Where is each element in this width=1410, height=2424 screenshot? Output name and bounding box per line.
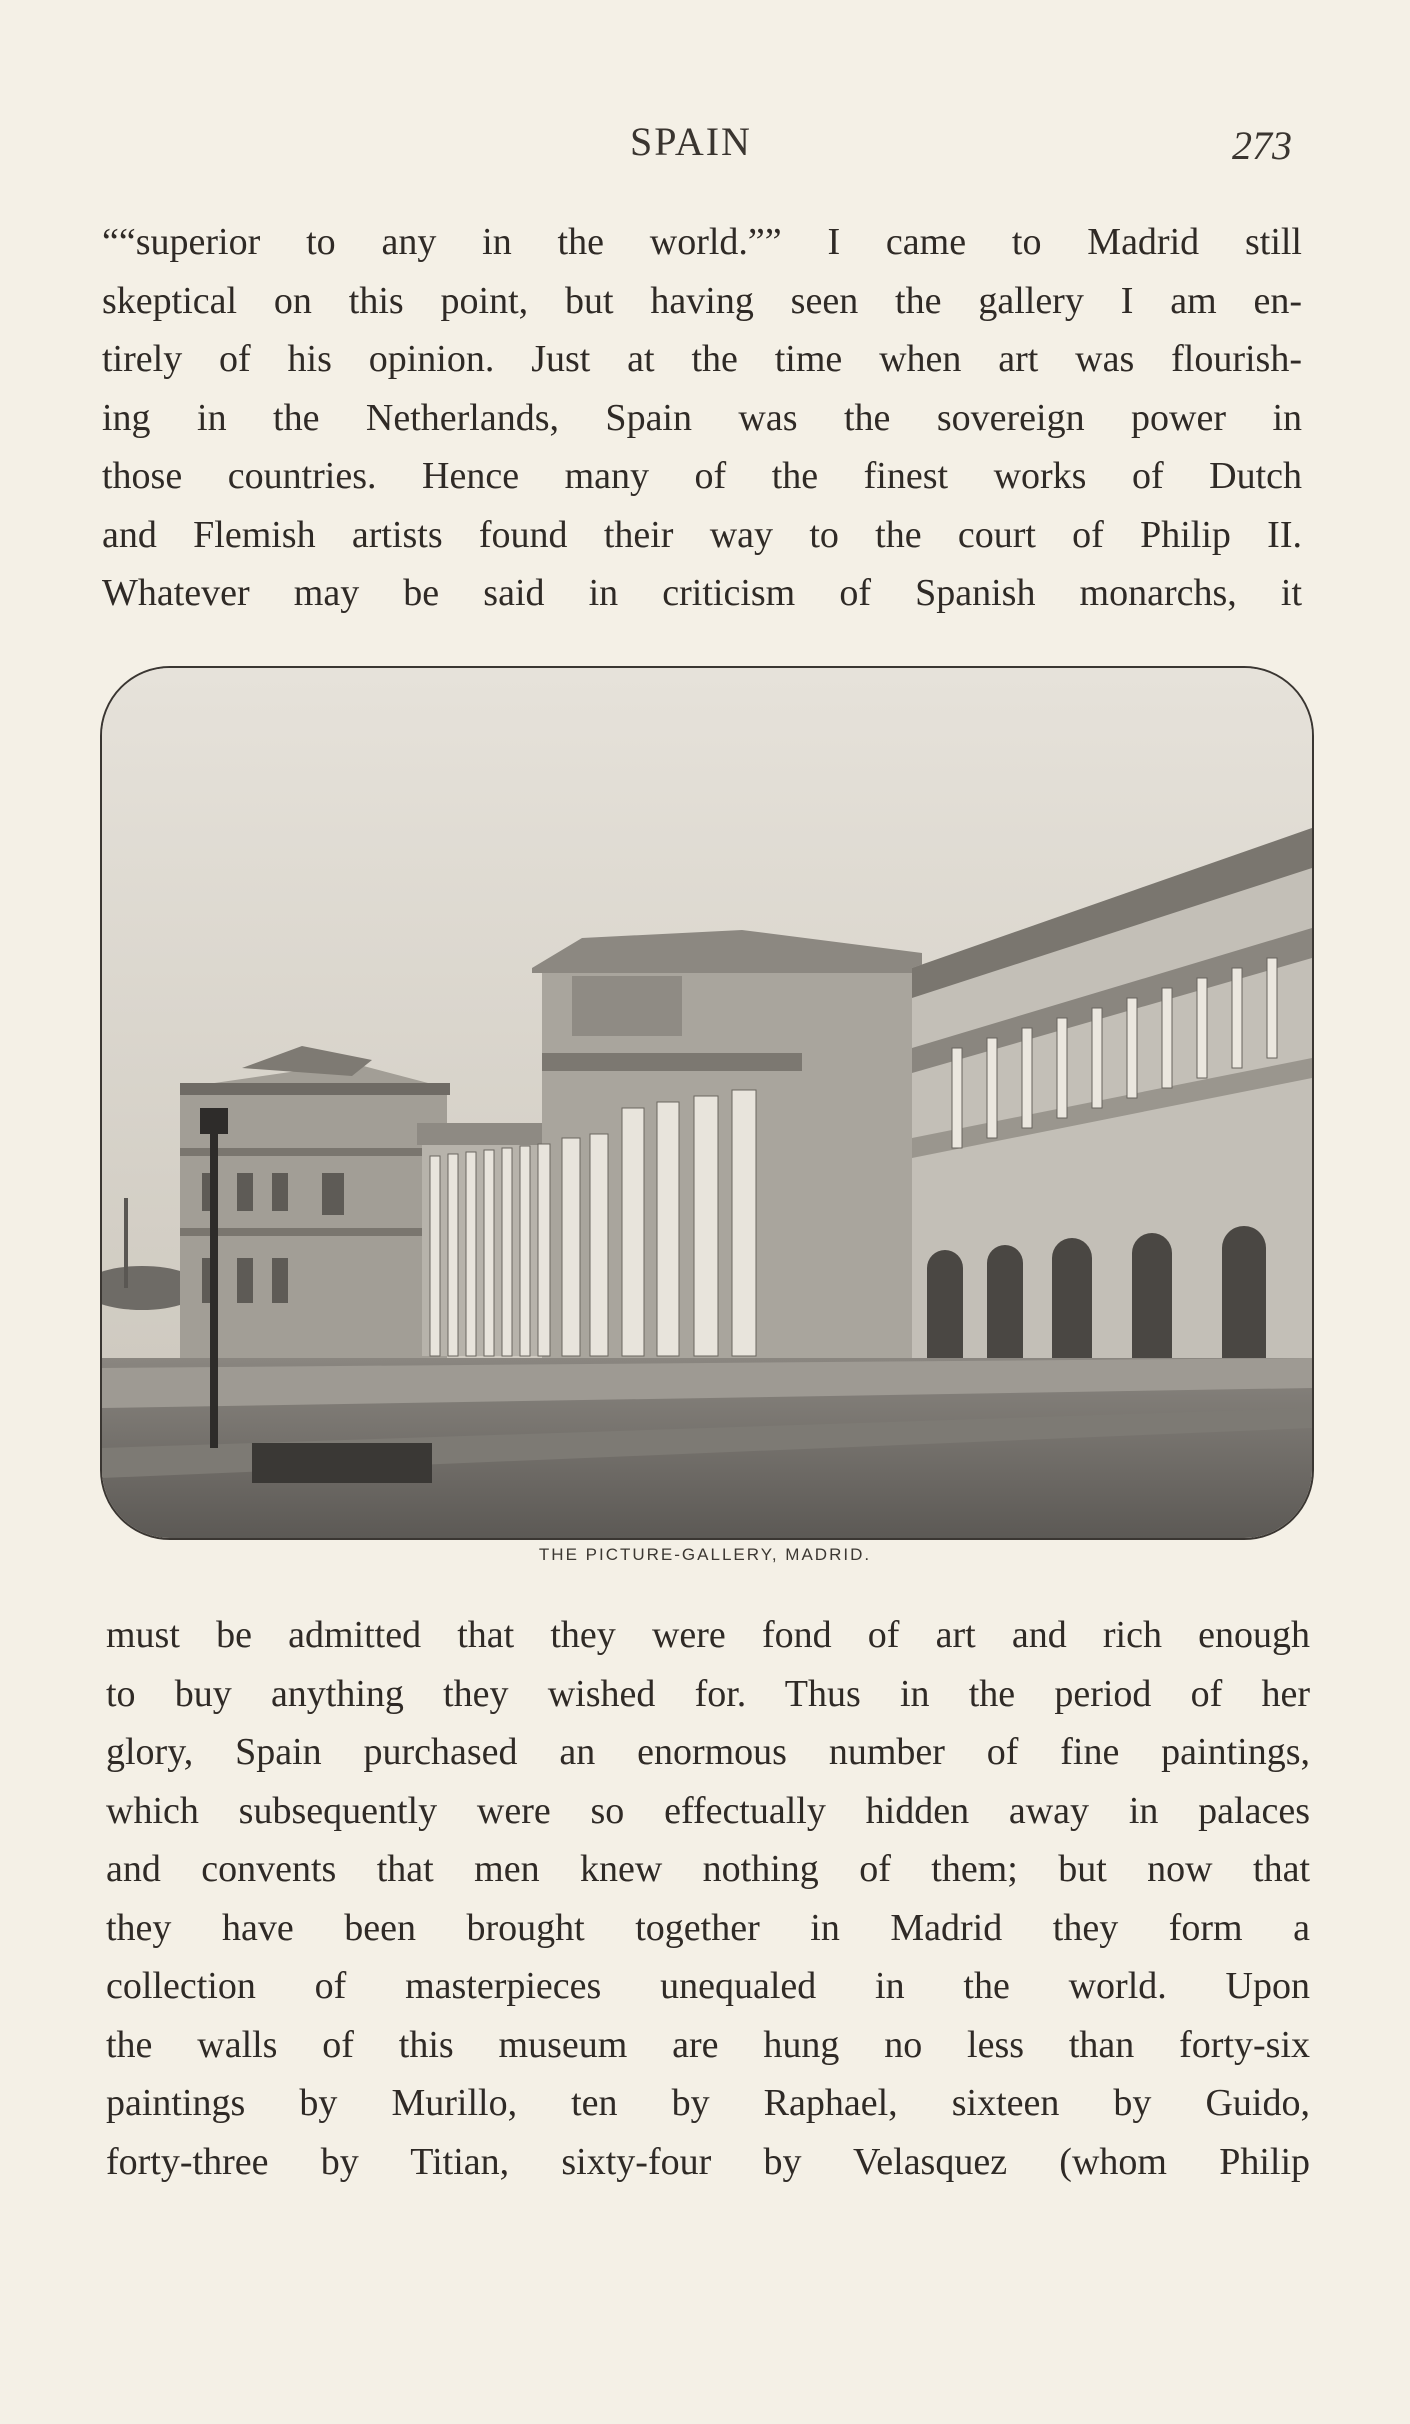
text-line: they have been brought together in Madrid they form a [106,1906,1310,1949]
text-line: and Flemish artists found their way to the court of Philip II. [102,513,1302,556]
building-illustration [102,668,1312,1538]
text-line: collection of masterpieces unequaled in the world. Upon [106,1965,1310,2007]
running-head-title: SPAIN [630,119,752,164]
text-line: and convents that men knew nothing of them; but now that [106,1848,1310,1890]
text-line: skeptical on this point, but having seen the gallery I am en- [102,279,1302,322]
text-line: the walls of this museum are hung no less than forty-six [106,2023,1310,2066]
text-line: which subsequently were so effectually hidden away in palaces [106,1789,1310,1832]
text-line: forty-three by Titian, sixty-four by Velasquez (whom Philip [106,2140,1310,2183]
text-line: ing in the Netherlands, Spain was the sovereign power in [102,396,1302,439]
text-line: tirely of his opinion. Just at the time when art was flourish- [102,338,1302,380]
text-line: paintings by Murillo, ten by Raphael, sixteen by Guido, [106,2082,1310,2124]
gallery-photograph [100,666,1314,1540]
figure-caption: THE PICTURE-GALLERY, MADRID. [538,1545,872,1564]
running-head [0,118,1410,174]
text-line: those countries. Hence many of the finest works of Dutch [102,455,1302,497]
text-line: Whatever may be said in criticism of Spanish monarchs, it [102,572,1302,614]
text-line: to buy anything they wished for. Thus in the period of her [106,1672,1310,1715]
top-paragraph [102,213,1302,623]
text-line: glory, Spain purchased an enormous number of fine paintings, [106,1731,1310,1773]
bottom-paragraph [106,1606,1310,2191]
text-line: must be admitted that they were fond of art and rich enough [106,1614,1310,1656]
text-line: ““superior to any in the world.”” I came to Madrid still [102,221,1302,263]
page-number: 273 [1232,123,1292,168]
